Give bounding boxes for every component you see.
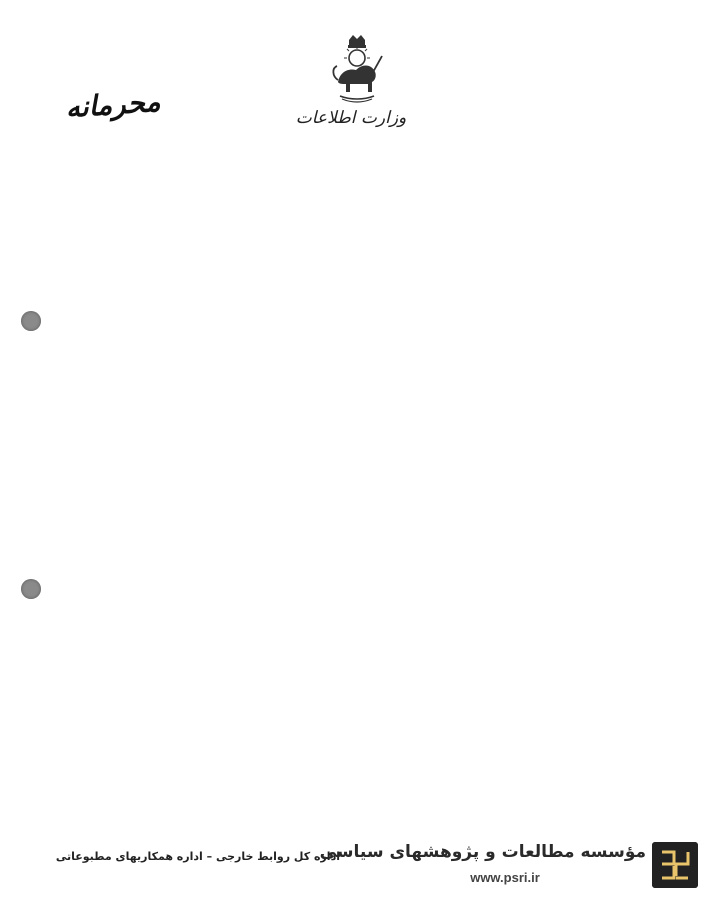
classification-stamp: محرمانه xyxy=(64,84,162,125)
publisher-url: www.psri.ir xyxy=(470,870,540,885)
punch-hole xyxy=(21,311,41,331)
footer-office-line: اداره کل روابط خارجی – اداره همکاریهای مطبوعاتی xyxy=(55,850,340,863)
publisher-name: مؤسسه مطالعات و پژوهشهای سیاسی xyxy=(319,842,646,862)
punch-hole xyxy=(21,579,41,599)
ministry-heading: وزارت اطلاعات xyxy=(295,108,407,128)
lion-and-sun-emblem-icon xyxy=(328,34,386,104)
psri-logo-icon xyxy=(652,842,698,888)
